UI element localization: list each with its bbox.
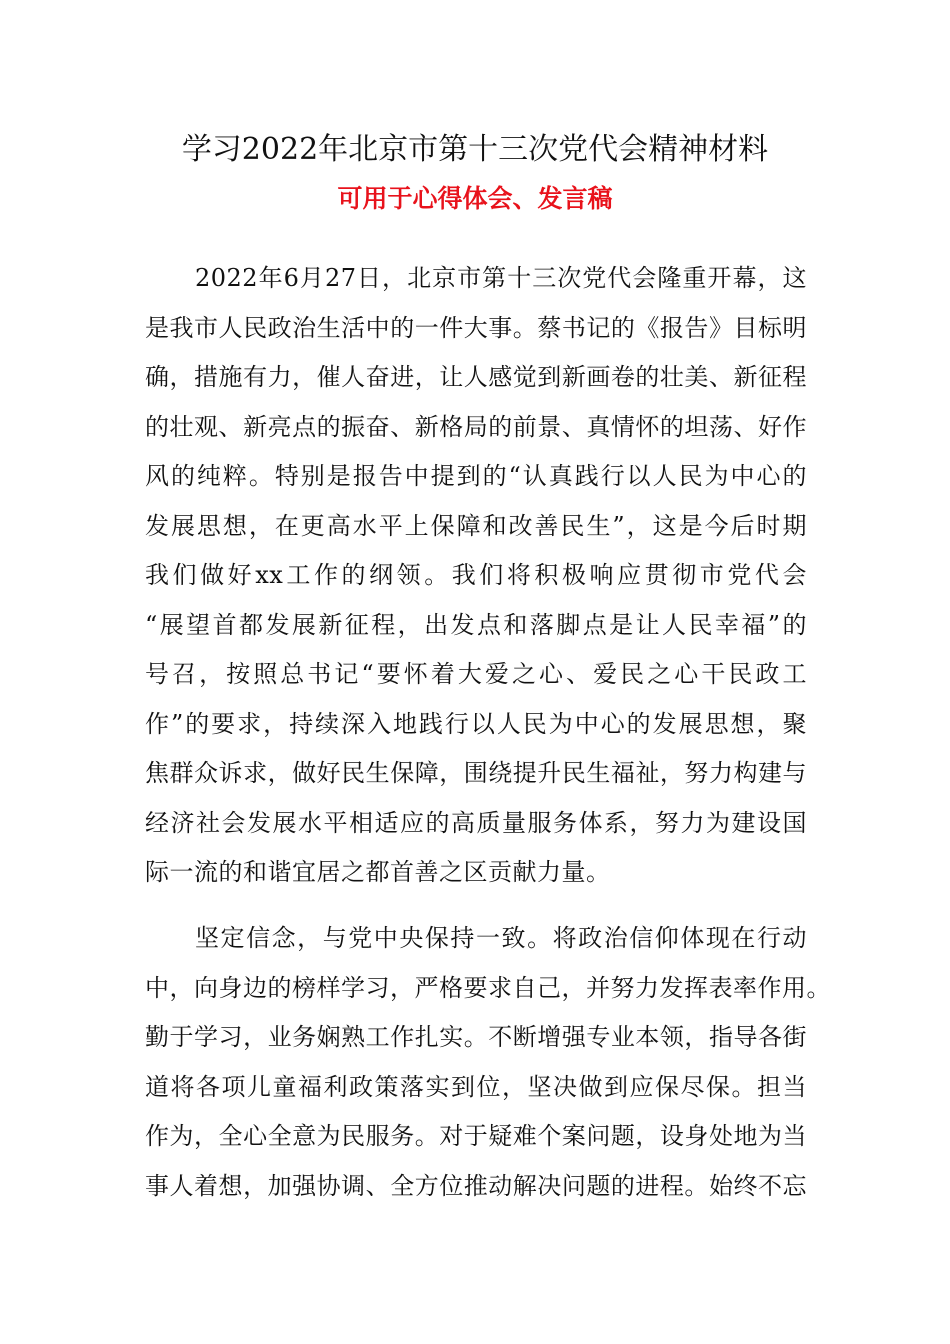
paragraph-line: 经济社会发展水平相适应的高质量服务体系，努力为建设国 [145,808,807,837]
document-title: 学习2022年北京市第十三次党代会精神材料 [181,132,769,167]
paragraph-line: 发展思想，在更高水平上保障和改善民生”，这是今后时期 [145,511,807,540]
paragraph-line: 风的纯粹。特别是报告中提到的“认真践行以人民为中心的 [145,462,807,490]
paragraph-line: 是我市人民政治生活中的一件大事。蔡书记的《报告》目标明 [145,313,807,342]
paragraph-line: 中，向身边的榜样学习，严格要求自己，并努力发挥表率作用。 [145,973,831,1002]
paragraph-line: 2022年6月27日，北京市第十三次党代会隆重开幕，这 [195,264,807,292]
paragraph-line: 坚定信念，与党中央保持一致。将政治信仰体现在行动 [195,924,807,952]
paragraph-2 [145,914,831,1211]
paragraph-line: 号召，按照总书记“要怀着大爱之心、爱民之心干民政工 [145,660,807,688]
paragraph-line: “展望首都发展新征程，出发点和落脚点是让人民幸福”的 [145,610,807,639]
paragraph-line: 我们做好xx工作的纲领。我们将积极响应贯彻市党代会 [145,561,807,589]
paragraph-line: 勤于学习，业务娴熟工作扎实。不断增强专业本领，指导各街 [145,1023,807,1051]
paragraph-line: 确，措施有力，催人奋进，让人感觉到新画卷的壮美、新征程 [145,363,807,391]
paragraph-line: 际一流的和谐宜居之都首善之区贡献力量。 [145,858,611,886]
document-subtitle: 可用于心得体会、发言稿 [337,184,613,213]
paragraph-line: 焦群众诉求，做好民生保障，围绕提升民生福祉，努力构建与 [145,759,807,787]
paragraph-line: 的壮观、新亮点的振奋、新格局的前景、真情怀的坦荡、好作 [145,412,807,441]
paragraph-line: 事人着想，加强协调、全方位推动解决问题的进程。始终不忘 [145,1171,807,1200]
paragraph-line: 作”的要求，持续深入地践行以人民为中心的发展思想，聚 [145,709,807,738]
paragraph-line: 道将各项儿童福利政策落实到位，坚决做到应保尽保。担当 [145,1072,807,1101]
paragraph-line: 作为，全心全意为民服务。对于疑难个案问题，设身处地为当 [145,1122,807,1150]
paragraph-1 [145,254,807,898]
